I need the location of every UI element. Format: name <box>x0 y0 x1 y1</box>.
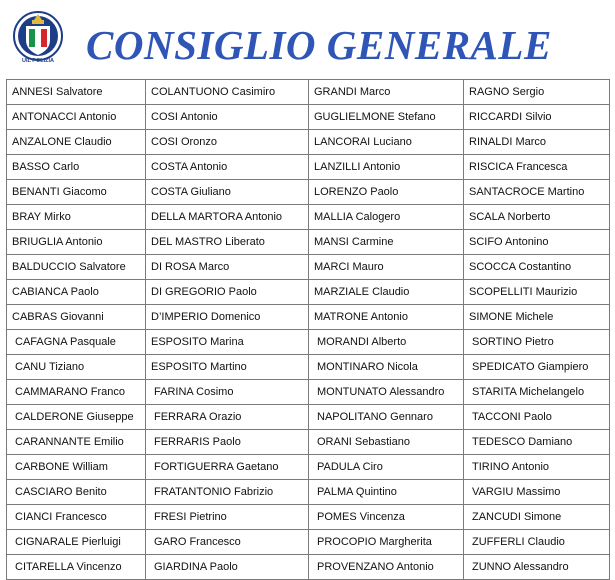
table-row <box>7 255 610 280</box>
member-name-cell: CALDERONE Giuseppe <box>7 405 146 430</box>
table-row <box>7 355 610 380</box>
member-name-cell: BALDUCCIO Salvatore <box>7 255 146 280</box>
member-name-cell: SORTINO Pietro <box>464 330 610 355</box>
table-row <box>7 155 610 180</box>
member-name-cell: LANZILLI Antonio <box>309 155 464 180</box>
member-name-cell: MONTINARO Nicola <box>309 355 464 380</box>
member-name-cell: PADULA Ciro <box>309 455 464 480</box>
logo-text: UIL POLIZIA <box>22 58 54 64</box>
council-members-body <box>7 80 610 580</box>
member-name-cell: RAGNO Sergio <box>464 80 610 105</box>
member-name-cell: SIMONE Michele <box>464 305 610 330</box>
member-name-cell: COSTA Antonio <box>146 155 309 180</box>
member-name-cell: PROCOPIO Margherita <box>309 530 464 555</box>
table-row <box>7 105 610 130</box>
council-members-table <box>6 79 610 580</box>
table-row <box>7 455 610 480</box>
table-row <box>7 505 610 530</box>
member-name-cell: ZANCUDI Simone <box>464 505 610 530</box>
member-name-cell: PROVENZANO Antonio <box>309 555 464 580</box>
member-name-cell: SPEDICATO Giampiero <box>464 355 610 380</box>
member-name-cell: D’IMPERIO Domenico <box>146 305 309 330</box>
member-name-cell: BENANTI Giacomo <box>7 180 146 205</box>
table-row <box>7 280 610 305</box>
table-row <box>7 180 610 205</box>
member-name-cell: LANCORAI Luciano <box>309 130 464 155</box>
member-name-cell: CARANNANTE Emilio <box>7 430 146 455</box>
member-name-cell: SCOPELLITI Maurizio <box>464 280 610 305</box>
member-name-cell: CANU Tiziano <box>7 355 146 380</box>
member-name-cell: ANZALONE Claudio <box>7 130 146 155</box>
member-name-cell: BASSO Carlo <box>7 155 146 180</box>
member-name-cell: ZUFFERLI Claudio <box>464 530 610 555</box>
member-name-cell: ZUNNO Alessandro <box>464 555 610 580</box>
page-header <box>0 0 615 78</box>
member-name-cell: RICCARDI Silvio <box>464 105 610 130</box>
table-row <box>7 205 610 230</box>
member-name-cell: MARCI Mauro <box>309 255 464 280</box>
member-name-cell: GARO Francesco <box>146 530 309 555</box>
member-name-cell: COLANTUONO Casimiro <box>146 80 309 105</box>
member-name-cell: GIARDINA Paolo <box>146 555 309 580</box>
member-name-cell: ANTONACCI Antonio <box>7 105 146 130</box>
member-name-cell: SCALA Norberto <box>464 205 610 230</box>
member-name-cell: ORANI Sebastiano <box>309 430 464 455</box>
member-name-cell: FERRARIS Paolo <box>146 430 309 455</box>
member-name-cell: LORENZO Paolo <box>309 180 464 205</box>
member-name-cell: ESPOSITO Martino <box>146 355 309 380</box>
member-name-cell: MANSI Carmine <box>309 230 464 255</box>
member-name-cell: MORANDI Alberto <box>309 330 464 355</box>
member-name-cell: RISCICA Francesca <box>464 155 610 180</box>
member-name-cell: GUGLIELMONE Stefano <box>309 105 464 130</box>
table-row <box>7 430 610 455</box>
member-name-cell: GRANDI Marco <box>309 80 464 105</box>
member-name-cell: CIANCI Francesco <box>7 505 146 530</box>
member-name-cell: CABRAS Giovanni <box>7 305 146 330</box>
member-name-cell: FORTIGUERRA Gaetano <box>146 455 309 480</box>
table-row <box>7 230 610 255</box>
table-row <box>7 530 610 555</box>
table-row <box>7 305 610 330</box>
member-name-cell: ESPOSITO Marina <box>146 330 309 355</box>
member-name-cell: STARITA Michelangelo <box>464 380 610 405</box>
member-name-cell: SANTACROCE Martino <box>464 180 610 205</box>
member-name-cell: VARGIU Massimo <box>464 480 610 505</box>
member-name-cell: CASCIARO Benito <box>7 480 146 505</box>
member-name-cell: BRIUGLIA Antonio <box>7 230 146 255</box>
member-name-cell: NAPOLITANO Gennaro <box>309 405 464 430</box>
member-name-cell: DELLA MARTORA Antonio <box>146 205 309 230</box>
member-name-cell: ANNESI Salvatore <box>7 80 146 105</box>
member-name-cell: COSI Antonio <box>146 105 309 130</box>
member-name-cell: CITARELLA Vincenzo <box>7 555 146 580</box>
member-name-cell: SCOCCA Costantino <box>464 255 610 280</box>
member-name-cell: MONTUNATO Alessandro <box>309 380 464 405</box>
member-name-cell: COSTA Giuliano <box>146 180 309 205</box>
uil-polizia-logo-icon <box>12 10 64 66</box>
table-row <box>7 555 610 580</box>
table-row <box>7 130 610 155</box>
member-name-cell: DEL MASTRO Liberato <box>146 230 309 255</box>
member-name-cell: COSI Oronzo <box>146 130 309 155</box>
member-name-cell: TACCONI Paolo <box>464 405 610 430</box>
member-name-cell: RINALDI Marco <box>464 130 610 155</box>
member-name-cell: DI GREGORIO Paolo <box>146 280 309 305</box>
member-name-cell: MARZIALE Claudio <box>309 280 464 305</box>
member-name-cell: FRATANTONIO Fabrizio <box>146 480 309 505</box>
table-row <box>7 80 610 105</box>
member-name-cell: FERRARA Orazio <box>146 405 309 430</box>
member-name-cell: MATRONE Antonio <box>309 305 464 330</box>
member-name-cell: TIRINO Antonio <box>464 455 610 480</box>
member-name-cell: DI ROSA Marco <box>146 255 309 280</box>
member-name-cell: BRAY Mirko <box>7 205 146 230</box>
member-name-cell: POMES Vincenza <box>309 505 464 530</box>
member-name-cell: SCIFO Antonino <box>464 230 610 255</box>
member-name-cell: FRESI Pietrino <box>146 505 309 530</box>
member-name-cell: CAFAGNA Pasquale <box>7 330 146 355</box>
member-name-cell: CARBONE William <box>7 455 146 480</box>
member-name-cell: MALLIA Calogero <box>309 205 464 230</box>
table-row <box>7 405 610 430</box>
table-row <box>7 480 610 505</box>
member-name-cell: CIGNARALE Pierluigi <box>7 530 146 555</box>
member-name-cell: PALMA Quintino <box>309 480 464 505</box>
page-title: CONSIGLIO GENERALE <box>86 22 552 68</box>
member-name-cell: CABIANCA Paolo <box>7 280 146 305</box>
member-name-cell: TEDESCO Damiano <box>464 430 610 455</box>
table-row <box>7 330 610 355</box>
member-name-cell: CAMMARANO Franco <box>7 380 146 405</box>
table-row <box>7 380 610 405</box>
member-name-cell: FARINA Cosimo <box>146 380 309 405</box>
